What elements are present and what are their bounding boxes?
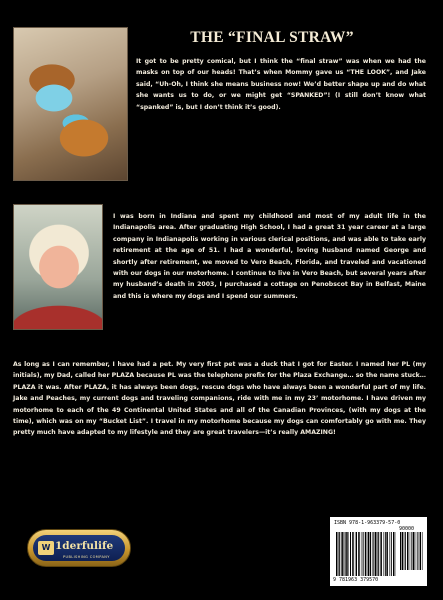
author-bio-paragraph: I was born in Indiana and spent my childhood and most of my adult life in the Indianapolis area. After graduating High School, I had a great 31 year career at a large company in Indianapolis working in various clerical positions, and was able to take early retirement at the age of 51. I had a wonderful, loving husband named George and shortly after retirement, we moved to Vero Beach, Florida, and traveled and vacationed with our dogs in our motorhome. I continue to live in Vero Beach, but several years after my husband’s death in 2003, I purchased a cottage on Penobscot Bay in Belfast, Maine and this is where my dogs and I spend our summers. — [113, 213, 426, 300]
barcode-addon-bars — [400, 532, 423, 570]
publisher-subtitle: PUBLISHING COMPANY — [63, 555, 110, 559]
barcode-digits: 9 781963 379570 — [333, 577, 379, 583]
dogs-photo — [13, 27, 128, 181]
story-paragraph: It got to be pretty comical, but I think the “final straw” was when we had the masks on top of our heads! That’s when Mommy gave us “THE LOOK”, and Jake said, “Uh-Oh, I think she means business now! We’d better shape up and do what she wants us to do, or we might get “SPANKED”! (I still don’t know what “spanked” is, but I don’t think it’s good). — [136, 58, 426, 111]
price-code: 90000 — [399, 526, 415, 532]
pets-paragraph: As long as I can remember, I have had a pet. My very first pet was a duck that I got for Easter. I named her PL (my initials), my Dad, called her PLAZA because PL was the telephone prefix for the Plaza Exchange… so the name stuck…PLAZA it was. After PLAZA, it has always been dogs, rescue dogs who have always been a wonderful part of my life. Jake and Peaches, my current dogs and traveling companions, ride with me in my 23’ motorhome. I have driven my motorhome to each of the 49 Continental United States and all of the Canadian Provinces, (with my dogs at the time), which was on my “Bucket List”. I travel in my motorhome because my dogs can comfortably go with me. They pretty much have adapted to my lifestyle and they are great travelers—it’s really AMAZING! — [13, 361, 426, 437]
book-icon: W — [38, 541, 54, 555]
isbn-label: ISBN 978-1-963379-57-0 — [334, 520, 401, 526]
barcode-bars — [336, 532, 396, 576]
logo-badge — [33, 535, 125, 561]
barcode — [330, 517, 427, 586]
page-title: THE “FINAL STRAW” — [190, 29, 354, 46]
publisher-logo — [27, 529, 131, 567]
publisher-name: 1derfulife — [55, 540, 114, 552]
author-photo — [13, 204, 103, 330]
